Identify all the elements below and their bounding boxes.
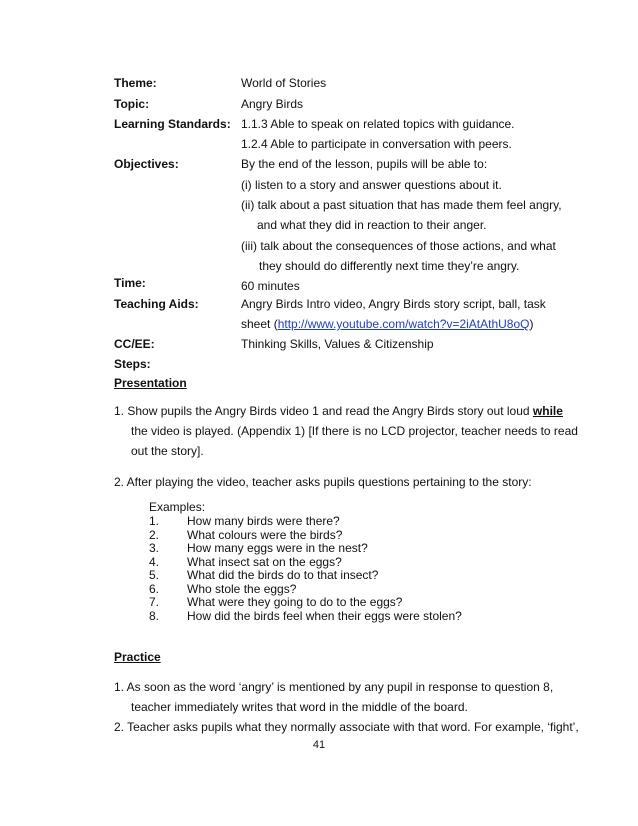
presentation-item-1-cont: out the story]. bbox=[131, 444, 204, 458]
item-1-text: 1. Show pupils the Angry Birds video 1 and read the Angry Birds story out loud bbox=[114, 404, 533, 418]
steps-label: Steps: bbox=[114, 357, 151, 371]
example-number: 1. bbox=[149, 514, 160, 528]
example-question: Who stole the eggs? bbox=[187, 582, 297, 596]
item-1-emphasis: while bbox=[532, 404, 563, 418]
objective-line: (i) listen to a story and answer questions about it. bbox=[241, 178, 502, 192]
presentation-item-1-cont: the video is played. (Appendix 1) [If there is no LCD projector, teacher needs to read bbox=[131, 424, 578, 438]
example-number: 3. bbox=[149, 541, 160, 555]
example-question: What were they going to do to the eggs? bbox=[187, 595, 403, 609]
video-link[interactable]: http://www.youtube.com/watch?v=2iAtAthU8oQ bbox=[277, 317, 530, 331]
objective-line: and what they did in reaction to their anger. bbox=[257, 218, 487, 232]
example-number: 2. bbox=[149, 528, 160, 542]
aids-line-2 bbox=[241, 317, 533, 331]
aids-prefix: sheet ( bbox=[241, 317, 278, 331]
example-question: What insect sat on the eggs? bbox=[187, 555, 342, 569]
ccee-value: Thinking Skills, Values & Citizenship bbox=[241, 337, 434, 351]
practice-line-1: 1. As soon as the word ‘angry’ is mentioned by any pupil in response to question 8, bbox=[114, 680, 554, 694]
objective-line: By the end of the lesson, pupils will be able to: bbox=[241, 157, 488, 171]
example-number: 5. bbox=[149, 568, 160, 582]
example-question: How did the birds feel when their eggs were stolen? bbox=[187, 609, 462, 623]
standard-2: 1.2.4 Able to participate in conversation with peers. bbox=[241, 137, 512, 151]
aids-label: Teaching Aids: bbox=[114, 297, 199, 311]
standards-label: Learning Standards: bbox=[114, 117, 231, 131]
example-number: 7. bbox=[149, 595, 160, 609]
practice-line-2: teacher immediately writes that word in the middle of the board. bbox=[131, 700, 468, 714]
ccee-label: CC/EE: bbox=[114, 337, 155, 351]
example-number: 8. bbox=[149, 609, 160, 623]
time-label: Time: bbox=[114, 276, 146, 290]
presentation-heading: Presentation bbox=[114, 376, 187, 390]
time-value: 60 minutes bbox=[241, 279, 300, 293]
presentation-item-2: 2. After playing the video, teacher asks pupils questions pertaining to the story: bbox=[114, 475, 532, 489]
page-number: 41 bbox=[312, 739, 326, 751]
examples-label: Examples: bbox=[149, 500, 206, 514]
example-question: How many eggs were in the nest? bbox=[187, 541, 368, 555]
example-question: What did the birds do to that insect? bbox=[187, 568, 379, 582]
aids-line-1: Angry Birds Intro video, Angry Birds story script, ball, task bbox=[241, 297, 546, 311]
aids-suffix: ) bbox=[529, 317, 534, 331]
objective-line: (ii) talk about a past situation that has made them feel angry, bbox=[241, 198, 562, 212]
example-question: How many birds were there? bbox=[187, 514, 340, 528]
practice-line-3: 2. Teacher asks pupils what they normally associate with that word. For example, ‘fight’, bbox=[114, 720, 579, 734]
objectives-label: Objectives: bbox=[114, 157, 179, 171]
topic-value: Angry Birds bbox=[241, 97, 304, 111]
example-number: 6. bbox=[149, 582, 160, 596]
topic-label: Topic: bbox=[114, 97, 150, 111]
practice-heading: Practice bbox=[114, 650, 161, 664]
presentation-item-1 bbox=[114, 404, 563, 418]
theme-label: Theme: bbox=[114, 76, 157, 90]
objective-line: (iii) talk about the consequences of those actions, and what bbox=[241, 239, 556, 253]
theme-value: World of Stories bbox=[241, 76, 327, 90]
objective-line: they should do differently next time they’re angry. bbox=[259, 259, 520, 273]
example-number: 4. bbox=[149, 555, 160, 569]
standard-1: 1.1.3 Able to speak on related topics with guidance. bbox=[241, 117, 515, 131]
example-question: What colours were the birds? bbox=[187, 528, 343, 542]
